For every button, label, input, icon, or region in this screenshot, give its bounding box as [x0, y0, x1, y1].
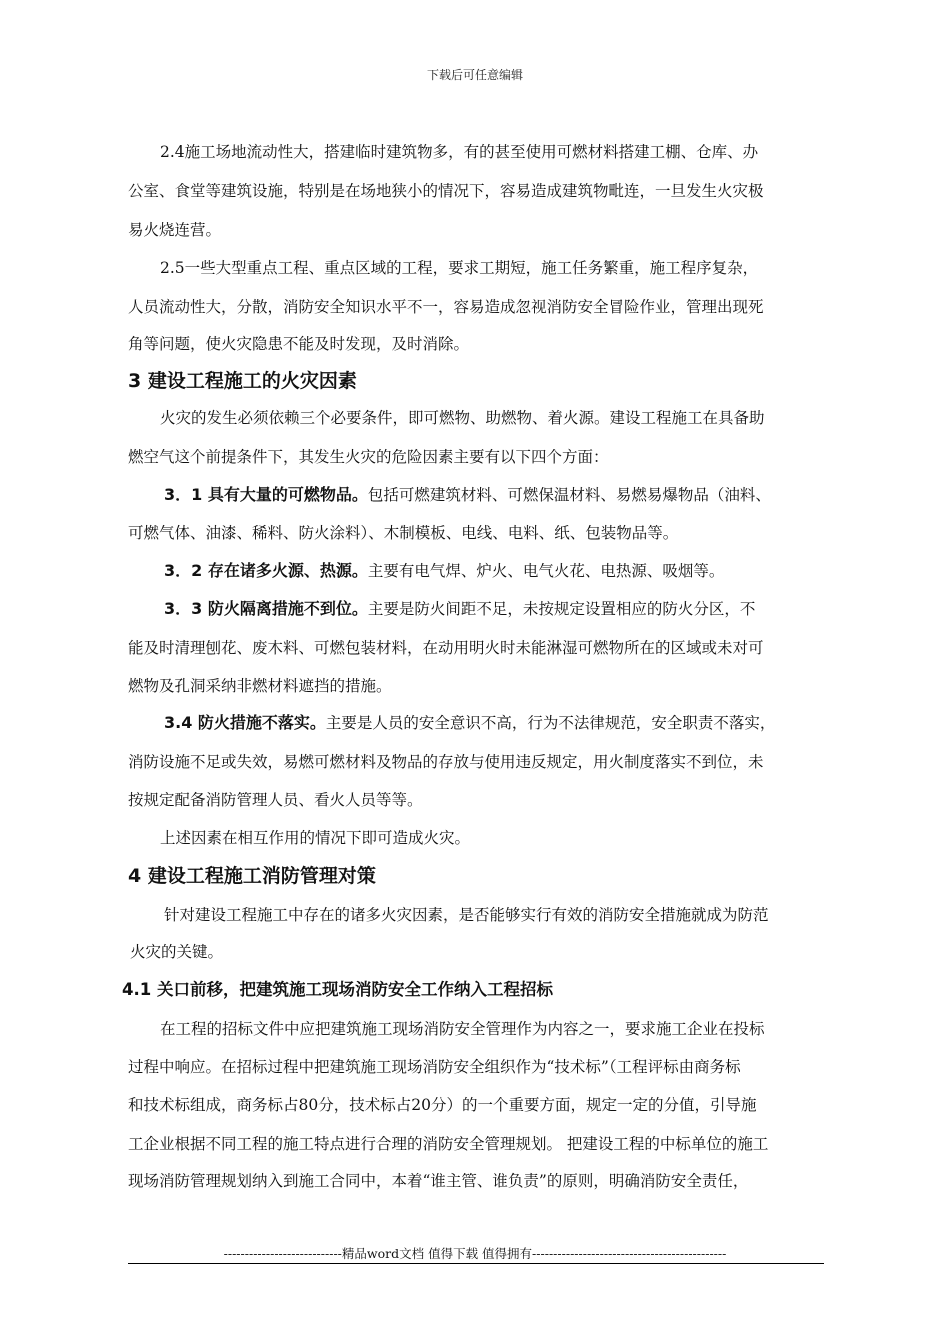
- para-3-intro-line1: 火灾的发生必须依赖三个必要条件，即可燃物、助燃物、着火源。建设工程施工在具备助: [160, 409, 765, 427]
- section-4-1-heading: 4.1 关口前移，把建筑施工现场消防安全工作纳入工程招标: [122, 980, 553, 999]
- para-4-1-line4: 工企业根据不同工程的施工特点进行合理的消防安全管理规划。 把建设工程的中标单位的施工: [128, 1135, 769, 1153]
- para-4-1-line3: 和技术标组成，商务标占80分，技术标占20分）的一个重要方面，规定一定的分值，引导施: [128, 1096, 757, 1114]
- item-3-2: [164, 561, 724, 581]
- item-3-1: [164, 485, 771, 505]
- item-3-1-line2: 可燃气体、油漆、稀料、防火涂料）、木制模板、电线、电料、纸、包装物品等。: [128, 524, 679, 542]
- para-4-1-line5: 现场消防管理规划纳入到施工合同中，本着“谁主管、谁负责”的原则，明确消防安全责任，: [128, 1172, 749, 1190]
- para-2-4-line2: 公室、食堂等建筑设施，特别是在场地狭小的情况下，容易造成建筑物毗连，一旦发生火灾极: [128, 182, 764, 200]
- section-3-heading: 3 建设工程施工的火灾因素: [128, 370, 357, 392]
- para-2-4-line1: 2.4施工场地流动性大，搭建临时建筑物多，有的甚至使用可燃材料搭建工棚、仓库、办: [160, 143, 759, 161]
- item-3-3-text: 主要是防火间距不足，未按规定设置相应的防火分区，不: [367, 600, 756, 618]
- item-3-4-line2: 消防设施不足或失效，易燃可燃材料及物品的存放与使用违反规定，用火制度落实不到位，未: [128, 753, 764, 771]
- footer-rule: [128, 1263, 824, 1264]
- page-footer: ----------------------------精品word文档 值得下载 值得拥有----------------------------------------------: [223, 1246, 727, 1261]
- item-3-2-text: 主要有电气焊、炉火、电气火花、电热源、吸烟等。: [367, 562, 725, 580]
- item-3-1-text: 包括可燃建筑材料、可燃保温材料、易燃易爆物品（油料、: [367, 486, 771, 504]
- para-2-5-line3: 角等问题，使火灾隐患不能及时发现，及时消除。: [128, 335, 470, 353]
- para-4-intro-line2: 火灾的关键。: [130, 943, 224, 961]
- para-2-5-line2: 人员流动性大，分散，消防安全知识水平不一，容易造成忽视消防安全冒险作业，管理出现死: [128, 298, 764, 316]
- item-3-3-label: 3．3 防火隔离措施不到位。: [164, 599, 368, 618]
- page-header: 下载后可任意编辑: [426, 68, 523, 82]
- item-3-4: [164, 713, 775, 733]
- item-3-3-line3: 燃物及孔洞采纳非燃材料遮挡的措施。: [128, 677, 392, 695]
- para-2-5-line1: 2.5一些大型重点工程、重点区域的工程，要求工期短，施工任务繁重，施工程序复杂，: [160, 259, 759, 277]
- para-3-conclusion: 上述因素在相互作用的情况下即可造成火灾。: [160, 829, 471, 847]
- para-2-4-line3: 易火烧连营。: [128, 221, 222, 239]
- para-4-1-line2: 过程中响应。在招标过程中把建筑施工现场消防安全组织作为“技术标”（工程评标由商务标: [128, 1058, 741, 1076]
- para-4-intro-line1: 针对建设工程施工中存在的诸多火灾因素，是否能够实行有效的消防安全措施就成为防范: [164, 906, 769, 924]
- item-3-4-label: 3.4 防火措施不落实。: [164, 713, 326, 732]
- para-3-intro-line2: 燃空气这个前提条件下，其发生火灾的危险因素主要有以下四个方面：: [128, 448, 609, 466]
- item-3-4-text: 主要是人员的安全意识不高，行为不法律规范，安全职责不落实，: [325, 714, 776, 732]
- para-4-1-line1: 在工程的招标文件中应把建筑施工现场消防安全管理作为内容之一，要求施工企业在投标: [160, 1020, 765, 1038]
- item-3-3-line2: 能及时清理刨花、废木料、可燃包装材料，在动用明火时未能淋湿可燃物所在的区域或未对可: [128, 639, 764, 657]
- item-3-2-label: 3．2 存在诸多火源、热源。: [164, 561, 368, 580]
- section-4-heading: 4 建设工程施工消防管理对策: [128, 865, 376, 887]
- item-3-4-line3: 按规定配备消防管理人员、看火人员等等。: [128, 791, 423, 809]
- item-3-1-label: 3．1 具有大量的可燃物品。: [164, 485, 368, 504]
- item-3-3: [164, 599, 755, 619]
